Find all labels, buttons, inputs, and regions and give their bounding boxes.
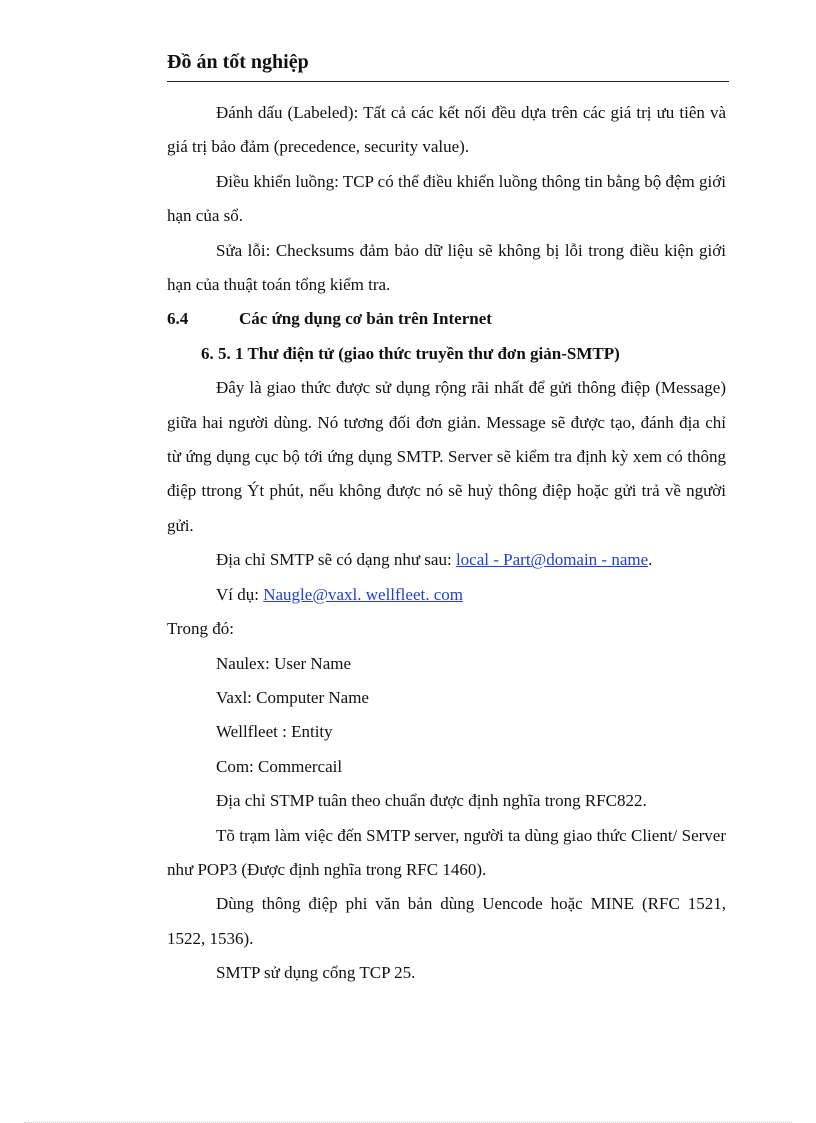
paragraph-uencode: Dùng thông điệp phi văn bản dùng Uencode hoặc MINE (RFC 1521, 1522, 1536). <box>167 894 726 948</box>
address-format-text: Địa chỉ SMTP sẽ có dạng như sau: <box>216 550 456 570</box>
definition-item: Com: Commercail <box>216 756 343 776</box>
document-title: Đồ án tốt nghiệp <box>167 51 309 73</box>
subsection-heading: 6. 5. 1 Thư điện tử (giao thức truyền thư đơn giản-SMTP) <box>201 343 620 363</box>
document-body <box>167 96 726 991</box>
paragraph-address-format <box>167 543 726 577</box>
paragraph-port: SMTP sử dụng cổng TCP 25. <box>216 963 416 983</box>
address-format-link[interactable]: local - Part@domain - name <box>455 550 649 570</box>
paragraph-example <box>167 578 726 612</box>
paragraph-smtp-intro: Đây là giao thức được sử dụng rộng rãi nhất để gửi thông điệp (Message) giữa hai người dùng. Nó tương đối đơn giản. Message sẽ được tạo, đánh địa chỉ từ ứng dụng cục bộ tới ứng dụng SMTP. Server sẽ kiểm tra định kỳ xem có thông điệp ttrong Ýt phút, nếu không được nó sẽ huỷ thông điệp hoặc gửi trả về người gửi. <box>167 378 726 535</box>
section-title: Các ứng dụng cơ bản trên Internet <box>239 309 492 329</box>
paragraph-error-correction: Sửa lỗi: Checksums đảm bảo dữ liệu sẽ không bị lỗi trong điều kiện giới hạn của thuật toán tổng kiểm tra. <box>167 240 726 295</box>
paragraph-flow-control: Điều khiển luồng: TCP có thể điều khiển luồng thông tin bằng bộ đệm giới hạn của sổ. <box>167 171 726 226</box>
section-heading <box>167 302 726 336</box>
page-header <box>167 48 729 82</box>
where-label: Trong đó: <box>167 619 234 639</box>
definition-item: Wellfleet : Entity <box>216 722 333 742</box>
definition-item: Vaxl: Computer Name <box>216 687 369 707</box>
paragraph-rfc822: Địa chỉ STMP tuân theo chuẩn được định nghĩa trong RFC822. <box>216 791 647 811</box>
example-label: Ví dụ: <box>216 584 264 604</box>
section-number: 6.4 <box>167 309 189 329</box>
example-email-link[interactable]: Naugle@vaxl. wellfleet. com <box>263 584 463 604</box>
paragraph-pop3: Tõ trạm làm việc đến SMTP server, người ta dùng giao thức Client/ Server như POP3 (Được định nghĩa trong RFC 1460). <box>167 825 726 879</box>
definition-item: Naulex: User Name <box>216 653 352 673</box>
address-format-suffix: . <box>648 550 653 570</box>
paragraph-labeled: Đánh dấu (Labeled): Tất cả các kết nối đều dựa trên các giá trị ưu tiên và giá trị bảo đảm (precedence, security value). <box>167 103 726 157</box>
